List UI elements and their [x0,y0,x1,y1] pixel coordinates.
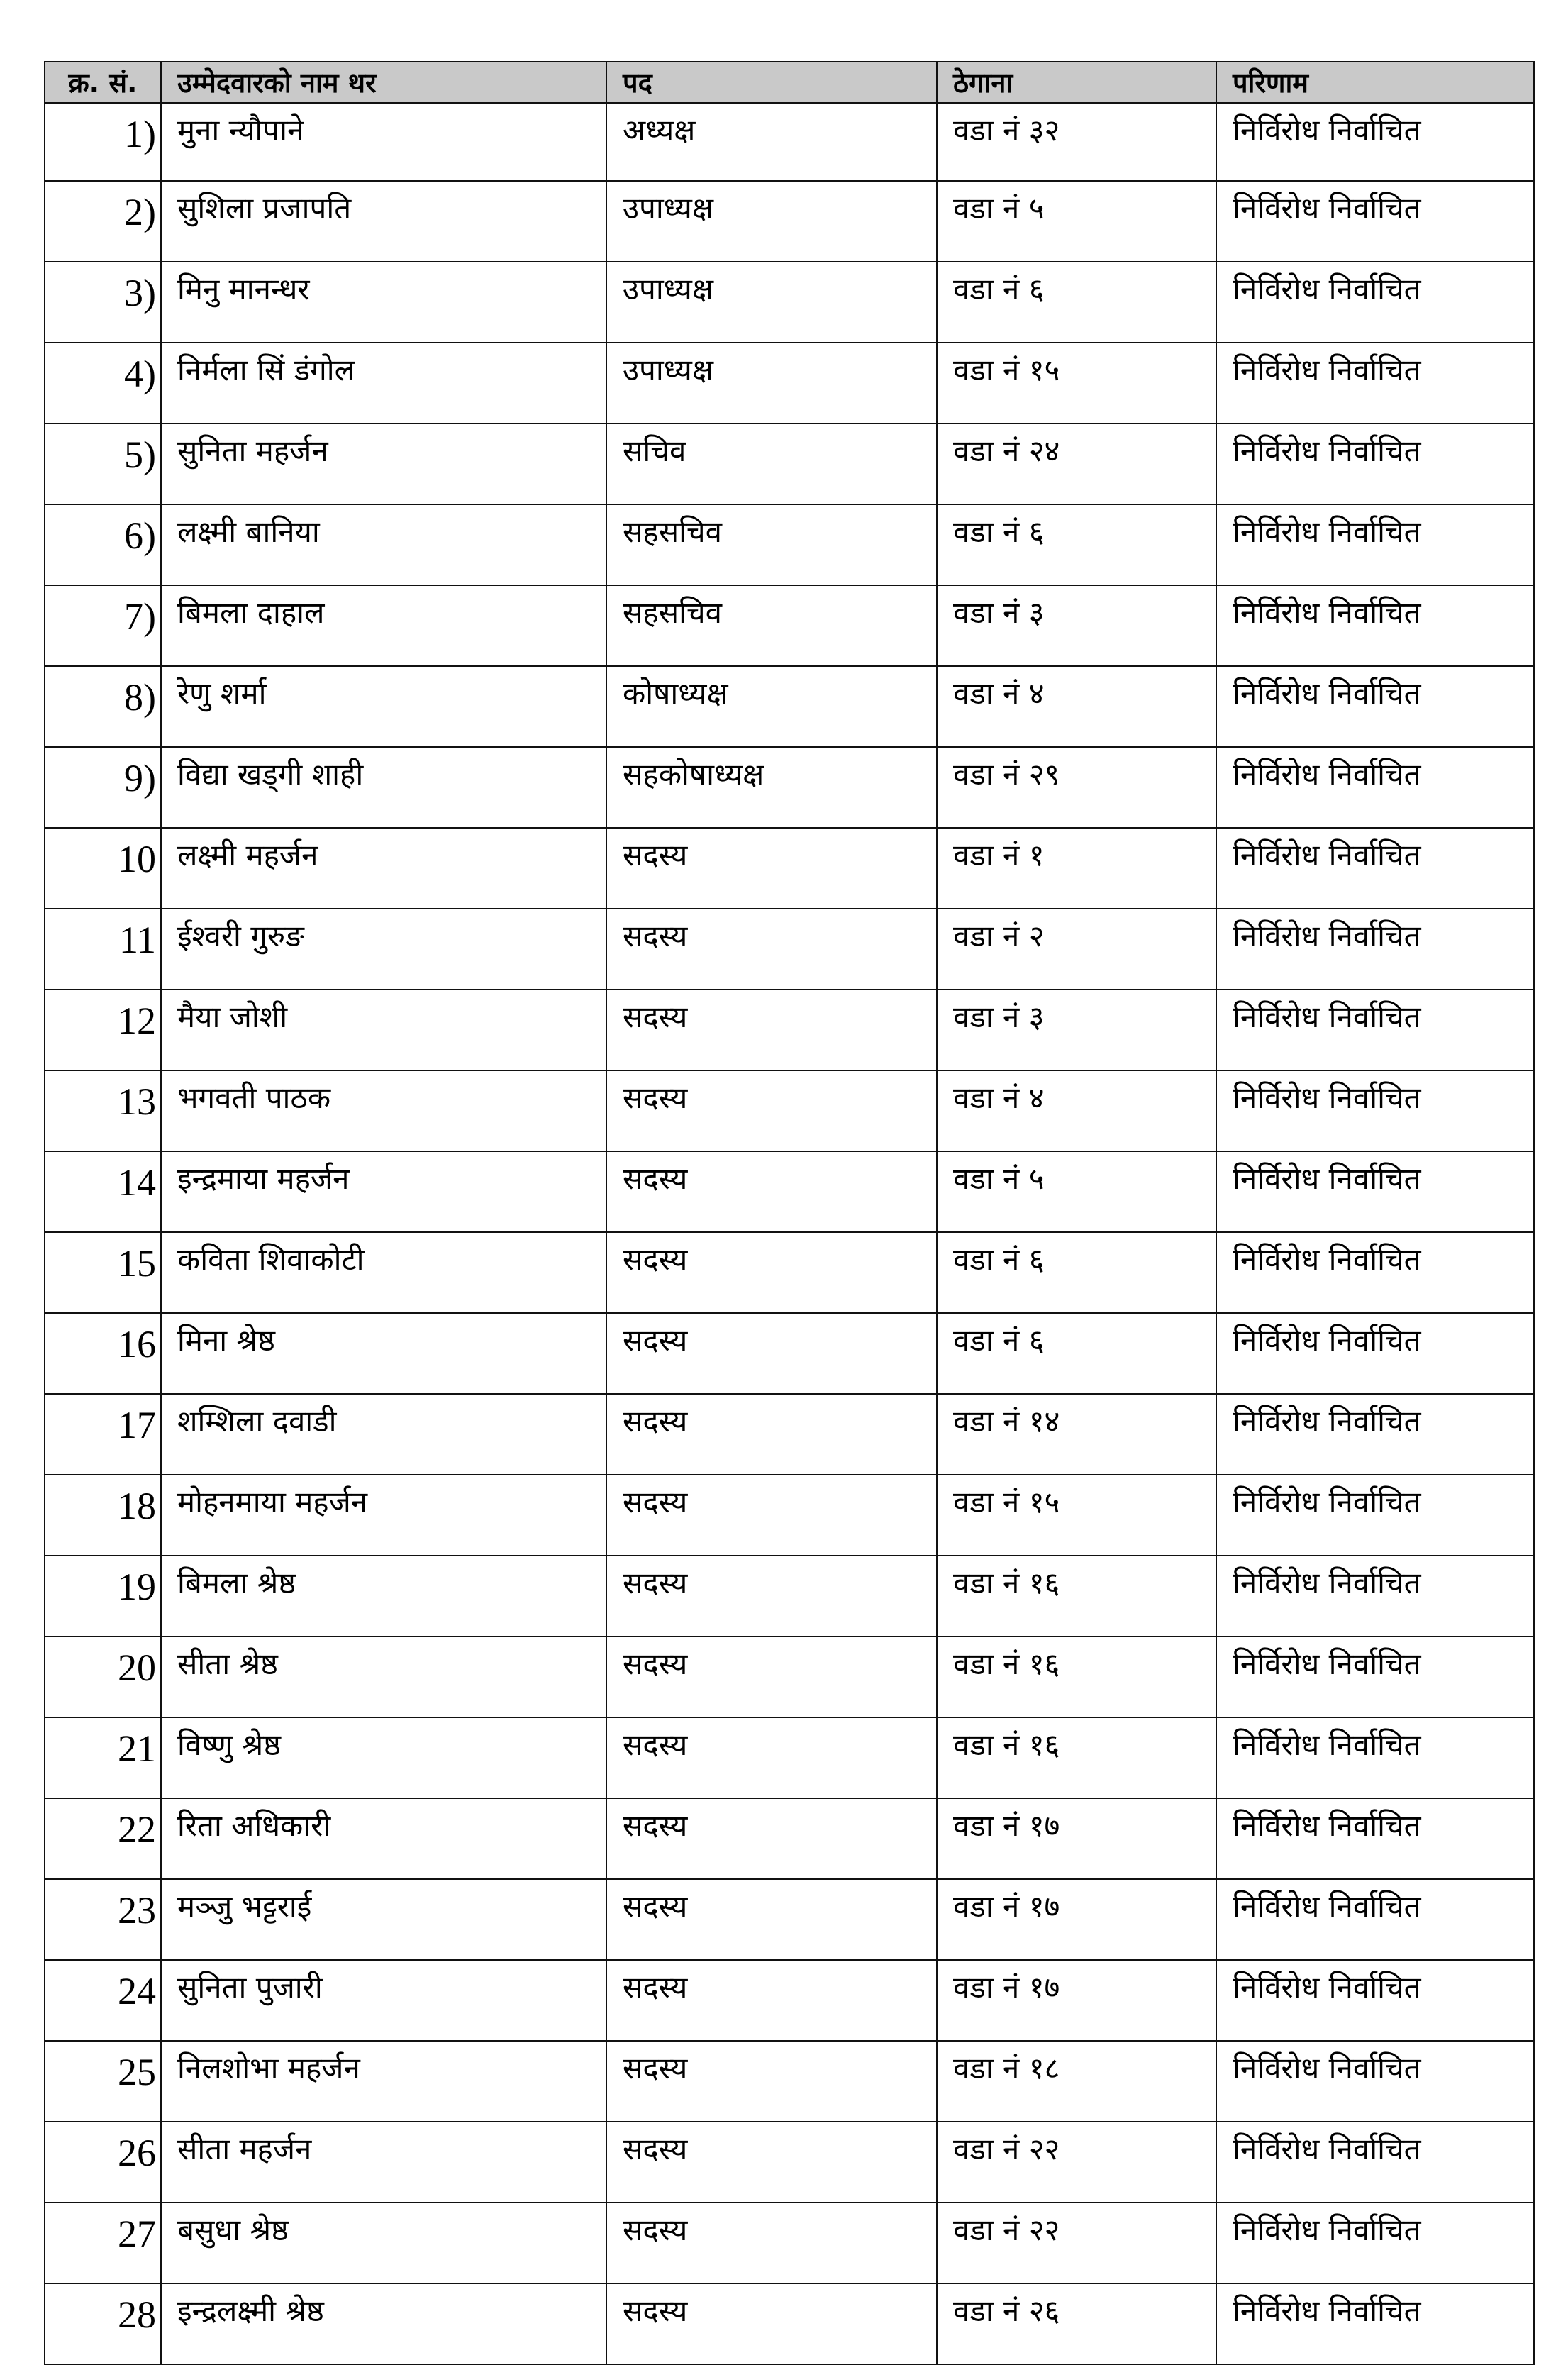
serial-number-cell: 16 [45,1313,161,1394]
result-cell: निर्विरोध निर्वाचित [1216,103,1534,181]
table-row [45,1394,1534,1475]
table-row [45,1151,1534,1232]
header-address: ठेगाना [937,62,1216,103]
table-row [45,1475,1534,1556]
serial-number-cell: 12 [45,990,161,1070]
serial-number-cell: 26 [45,2122,161,2203]
result-cell: निर्विरोध निर्वाचित [1216,1717,1534,1798]
candidate-name-cell: निलशोभा महर्जन [161,2041,606,2122]
post-cell: सदस्य [606,909,937,990]
serial-number-cell: 18 [45,1475,161,1556]
serial-number-cell: 20 [45,1636,161,1717]
table-row [45,1879,1534,1960]
post-cell: कोषाध्यक्ष [606,666,937,747]
candidate-name-cell: मोहनमाया महर्जन [161,1475,606,1556]
post-cell: सदस्य [606,2203,937,2283]
table-row [45,1232,1534,1313]
table-row [45,2283,1534,2364]
header-result: परिणाम [1216,62,1534,103]
post-cell: सदस्य [606,2041,937,2122]
table-row [45,1960,1534,2041]
address-cell: वडा नं ४ [937,1070,1216,1151]
post-cell: सदस्य [606,828,937,909]
header-candidate-name: उम्मेदवारको नाम थर [161,62,606,103]
table-row [45,1313,1534,1394]
result-cell: निर्विरोध निर्वाचित [1216,1960,1534,2041]
serial-number-cell: 24 [45,1960,161,2041]
table-row [45,423,1534,504]
table-header [45,62,1534,103]
table-row [45,2203,1534,2283]
serial-number-cell: 23 [45,1879,161,1960]
post-cell: सदस्य [606,1636,937,1717]
address-cell: वडा नं १७ [937,1798,1216,1879]
serial-number-cell: 15 [45,1232,161,1313]
address-cell: वडा नं १६ [937,1636,1216,1717]
result-cell: निर्विरोध निर्वाचित [1216,1151,1534,1232]
address-cell: वडा नं ४ [937,666,1216,747]
post-cell: सदस्य [606,1070,937,1151]
post-cell: सदस्य [606,1556,937,1636]
table-row [45,990,1534,1070]
result-cell: निर्विरोध निर्वाचित [1216,423,1534,504]
result-cell: निर्विरोध निर्वाचित [1216,504,1534,585]
address-cell: वडा नं ६ [937,504,1216,585]
serial-number-cell: 5) [45,423,161,504]
post-cell: उपाध्यक्ष [606,181,937,262]
address-cell: वडा नं ६ [937,1313,1216,1394]
address-cell: वडा नं ६ [937,262,1216,343]
table-body [45,103,1534,2364]
serial-number-cell: 11 [45,909,161,990]
post-cell: सदस्य [606,1394,937,1475]
serial-number-cell: 10 [45,828,161,909]
result-cell: निर्विरोध निर्वाचित [1216,828,1534,909]
result-cell: निर्विरोध निर्वाचित [1216,990,1534,1070]
post-cell: अध्यक्ष [606,103,937,181]
results-table [44,61,1535,2365]
post-cell: सदस्य [606,2283,937,2364]
address-cell: वडा नं १५ [937,1475,1216,1556]
serial-number-cell: 22 [45,1798,161,1879]
serial-number-cell: 1) [45,103,161,181]
candidate-name-cell: लक्ष्मी बानिया [161,504,606,585]
candidate-name-cell: कविता शिवाकोटी [161,1232,606,1313]
address-cell: वडा नं २४ [937,423,1216,504]
table-row [45,1717,1534,1798]
table-row [45,585,1534,666]
result-cell: निर्विरोध निर्वाचित [1216,1556,1534,1636]
post-cell: सदस्य [606,1798,937,1879]
address-cell: वडा नं २२ [937,2203,1216,2283]
candidate-name-cell: सीता श्रेष्ठ [161,1636,606,1717]
candidate-name-cell: रेणु शर्मा [161,666,606,747]
table-row [45,909,1534,990]
serial-number-cell: 6) [45,504,161,585]
result-cell: निर्विरोध निर्वाचित [1216,2283,1534,2364]
address-cell: वडा नं १७ [937,1879,1216,1960]
result-cell: निर्विरोध निर्वाचित [1216,747,1534,828]
post-cell: उपाध्यक्ष [606,262,937,343]
serial-number-cell: 27 [45,2203,161,2283]
candidate-name-cell: विद्या खड्गी शाही [161,747,606,828]
header-post: पद [606,62,937,103]
result-cell: निर्विरोध निर्वाचित [1216,1475,1534,1556]
result-cell: निर्विरोध निर्वाचित [1216,1070,1534,1151]
result-cell: निर्विरोध निर्वाचित [1216,1232,1534,1313]
result-cell: निर्विरोध निर्वाचित [1216,909,1534,990]
candidate-name-cell: बिमला श्रेष्ठ [161,1556,606,1636]
candidate-name-cell: बिमला दाहाल [161,585,606,666]
table-row [45,2041,1534,2122]
serial-number-cell: 8) [45,666,161,747]
address-cell: वडा नं १४ [937,1394,1216,1475]
candidate-name-cell: बसुधा श्रेष्ठ [161,2203,606,2283]
table-row [45,2122,1534,2203]
result-cell: निर्विरोध निर्वाचित [1216,1394,1534,1475]
candidate-name-cell: निर्मला सिं डंगोल [161,343,606,423]
candidate-name-cell: मैया जोशी [161,990,606,1070]
candidate-name-cell: मिनु मानन्धर [161,262,606,343]
address-cell: वडा नं १५ [937,343,1216,423]
candidate-name-cell: शम्शिला दवाडी [161,1394,606,1475]
table-row [45,747,1534,828]
post-cell: सदस्य [606,1475,937,1556]
result-cell: निर्विरोध निर्वाचित [1216,1879,1534,1960]
post-cell: सदस्य [606,1313,937,1394]
candidate-name-cell: इन्द्रमाया महर्जन [161,1151,606,1232]
table-row [45,1636,1534,1717]
candidate-name-cell: सीता महर्जन [161,2122,606,2203]
candidate-name-cell: सुनिता महर्जन [161,423,606,504]
candidate-name-cell: लक्ष्मी महर्जन [161,828,606,909]
post-cell: सदस्य [606,1232,937,1313]
candidate-name-cell: मिना श्रेष्ठ [161,1313,606,1394]
result-cell: निर्विरोध निर्वाचित [1216,585,1534,666]
serial-number-cell: 25 [45,2041,161,2122]
table-row [45,1556,1534,1636]
post-cell: सहकोषाध्यक्ष [606,747,937,828]
result-cell: निर्विरोध निर्वाचित [1216,1636,1534,1717]
table-row [45,343,1534,423]
address-cell: वडा नं ६ [937,1232,1216,1313]
post-cell: सदस्य [606,1717,937,1798]
address-cell: वडा नं १६ [937,1556,1216,1636]
post-cell: सहसचिव [606,585,937,666]
candidate-name-cell: ईश्वरी गुरुङ [161,909,606,990]
address-cell: वडा नं १ [937,828,1216,909]
table-row [45,1070,1534,1151]
address-cell: वडा नं ३ [937,990,1216,1070]
serial-number-cell: 4) [45,343,161,423]
address-cell: वडा नं २६ [937,2283,1216,2364]
table-row [45,103,1534,181]
candidate-name-cell: मुना न्यौपाने [161,103,606,181]
post-cell: सदस्य [606,1151,937,1232]
serial-number-cell: 21 [45,1717,161,1798]
serial-number-cell: 28 [45,2283,161,2364]
post-cell: सदस्य [606,2122,937,2203]
address-cell: वडा नं १७ [937,1960,1216,2041]
result-cell: निर्विरोध निर्वाचित [1216,2203,1534,2283]
post-cell: सहसचिव [606,504,937,585]
table-row [45,828,1534,909]
address-cell: वडा नं ३२ [937,103,1216,181]
result-cell: निर्विरोध निर्वाचित [1216,666,1534,747]
table-row [45,1798,1534,1879]
table-row [45,504,1534,585]
header-serial-number: क्र. सं. [45,62,161,103]
result-cell: निर्विरोध निर्वाचित [1216,2122,1534,2203]
post-cell: सदस्य [606,1960,937,2041]
serial-number-cell: 9) [45,747,161,828]
candidate-name-cell: भगवती पाठक [161,1070,606,1151]
candidate-name-cell: इन्द्रलक्ष्मी श्रेष्ठ [161,2283,606,2364]
table-row [45,181,1534,262]
table-row [45,262,1534,343]
document-page [44,61,1533,2365]
result-cell: निर्विरोध निर्वाचित [1216,1313,1534,1394]
header-row [45,62,1534,103]
serial-number-cell: 14 [45,1151,161,1232]
candidate-name-cell: रिता अधिकारी [161,1798,606,1879]
candidate-name-cell: विष्णु श्रेष्ठ [161,1717,606,1798]
serial-number-cell: 17 [45,1394,161,1475]
address-cell: वडा नं १८ [937,2041,1216,2122]
address-cell: वडा नं ५ [937,1151,1216,1232]
post-cell: उपाध्यक्ष [606,343,937,423]
serial-number-cell: 3) [45,262,161,343]
result-cell: निर्विरोध निर्वाचित [1216,1798,1534,1879]
address-cell: वडा नं २२ [937,2122,1216,2203]
serial-number-cell: 13 [45,1070,161,1151]
post-cell: सचिव [606,423,937,504]
address-cell: वडा नं १६ [937,1717,1216,1798]
address-cell: वडा नं ५ [937,181,1216,262]
result-cell: निर्विरोध निर्वाचित [1216,2041,1534,2122]
post-cell: सदस्य [606,990,937,1070]
table-row [45,666,1534,747]
address-cell: वडा नं ३ [937,585,1216,666]
candidate-name-cell: मञ्जु भट्टराई [161,1879,606,1960]
result-cell: निर्विरोध निर्वाचित [1216,343,1534,423]
candidate-name-cell: सुशिला प्रजापति [161,181,606,262]
serial-number-cell: 19 [45,1556,161,1636]
result-cell: निर्विरोध निर्वाचित [1216,181,1534,262]
result-cell: निर्विरोध निर्वाचित [1216,262,1534,343]
candidate-name-cell: सुनिता पुजारी [161,1960,606,2041]
address-cell: वडा नं २९ [937,747,1216,828]
address-cell: वडा नं २ [937,909,1216,990]
serial-number-cell: 2) [45,181,161,262]
post-cell: सदस्य [606,1879,937,1960]
serial-number-cell: 7) [45,585,161,666]
